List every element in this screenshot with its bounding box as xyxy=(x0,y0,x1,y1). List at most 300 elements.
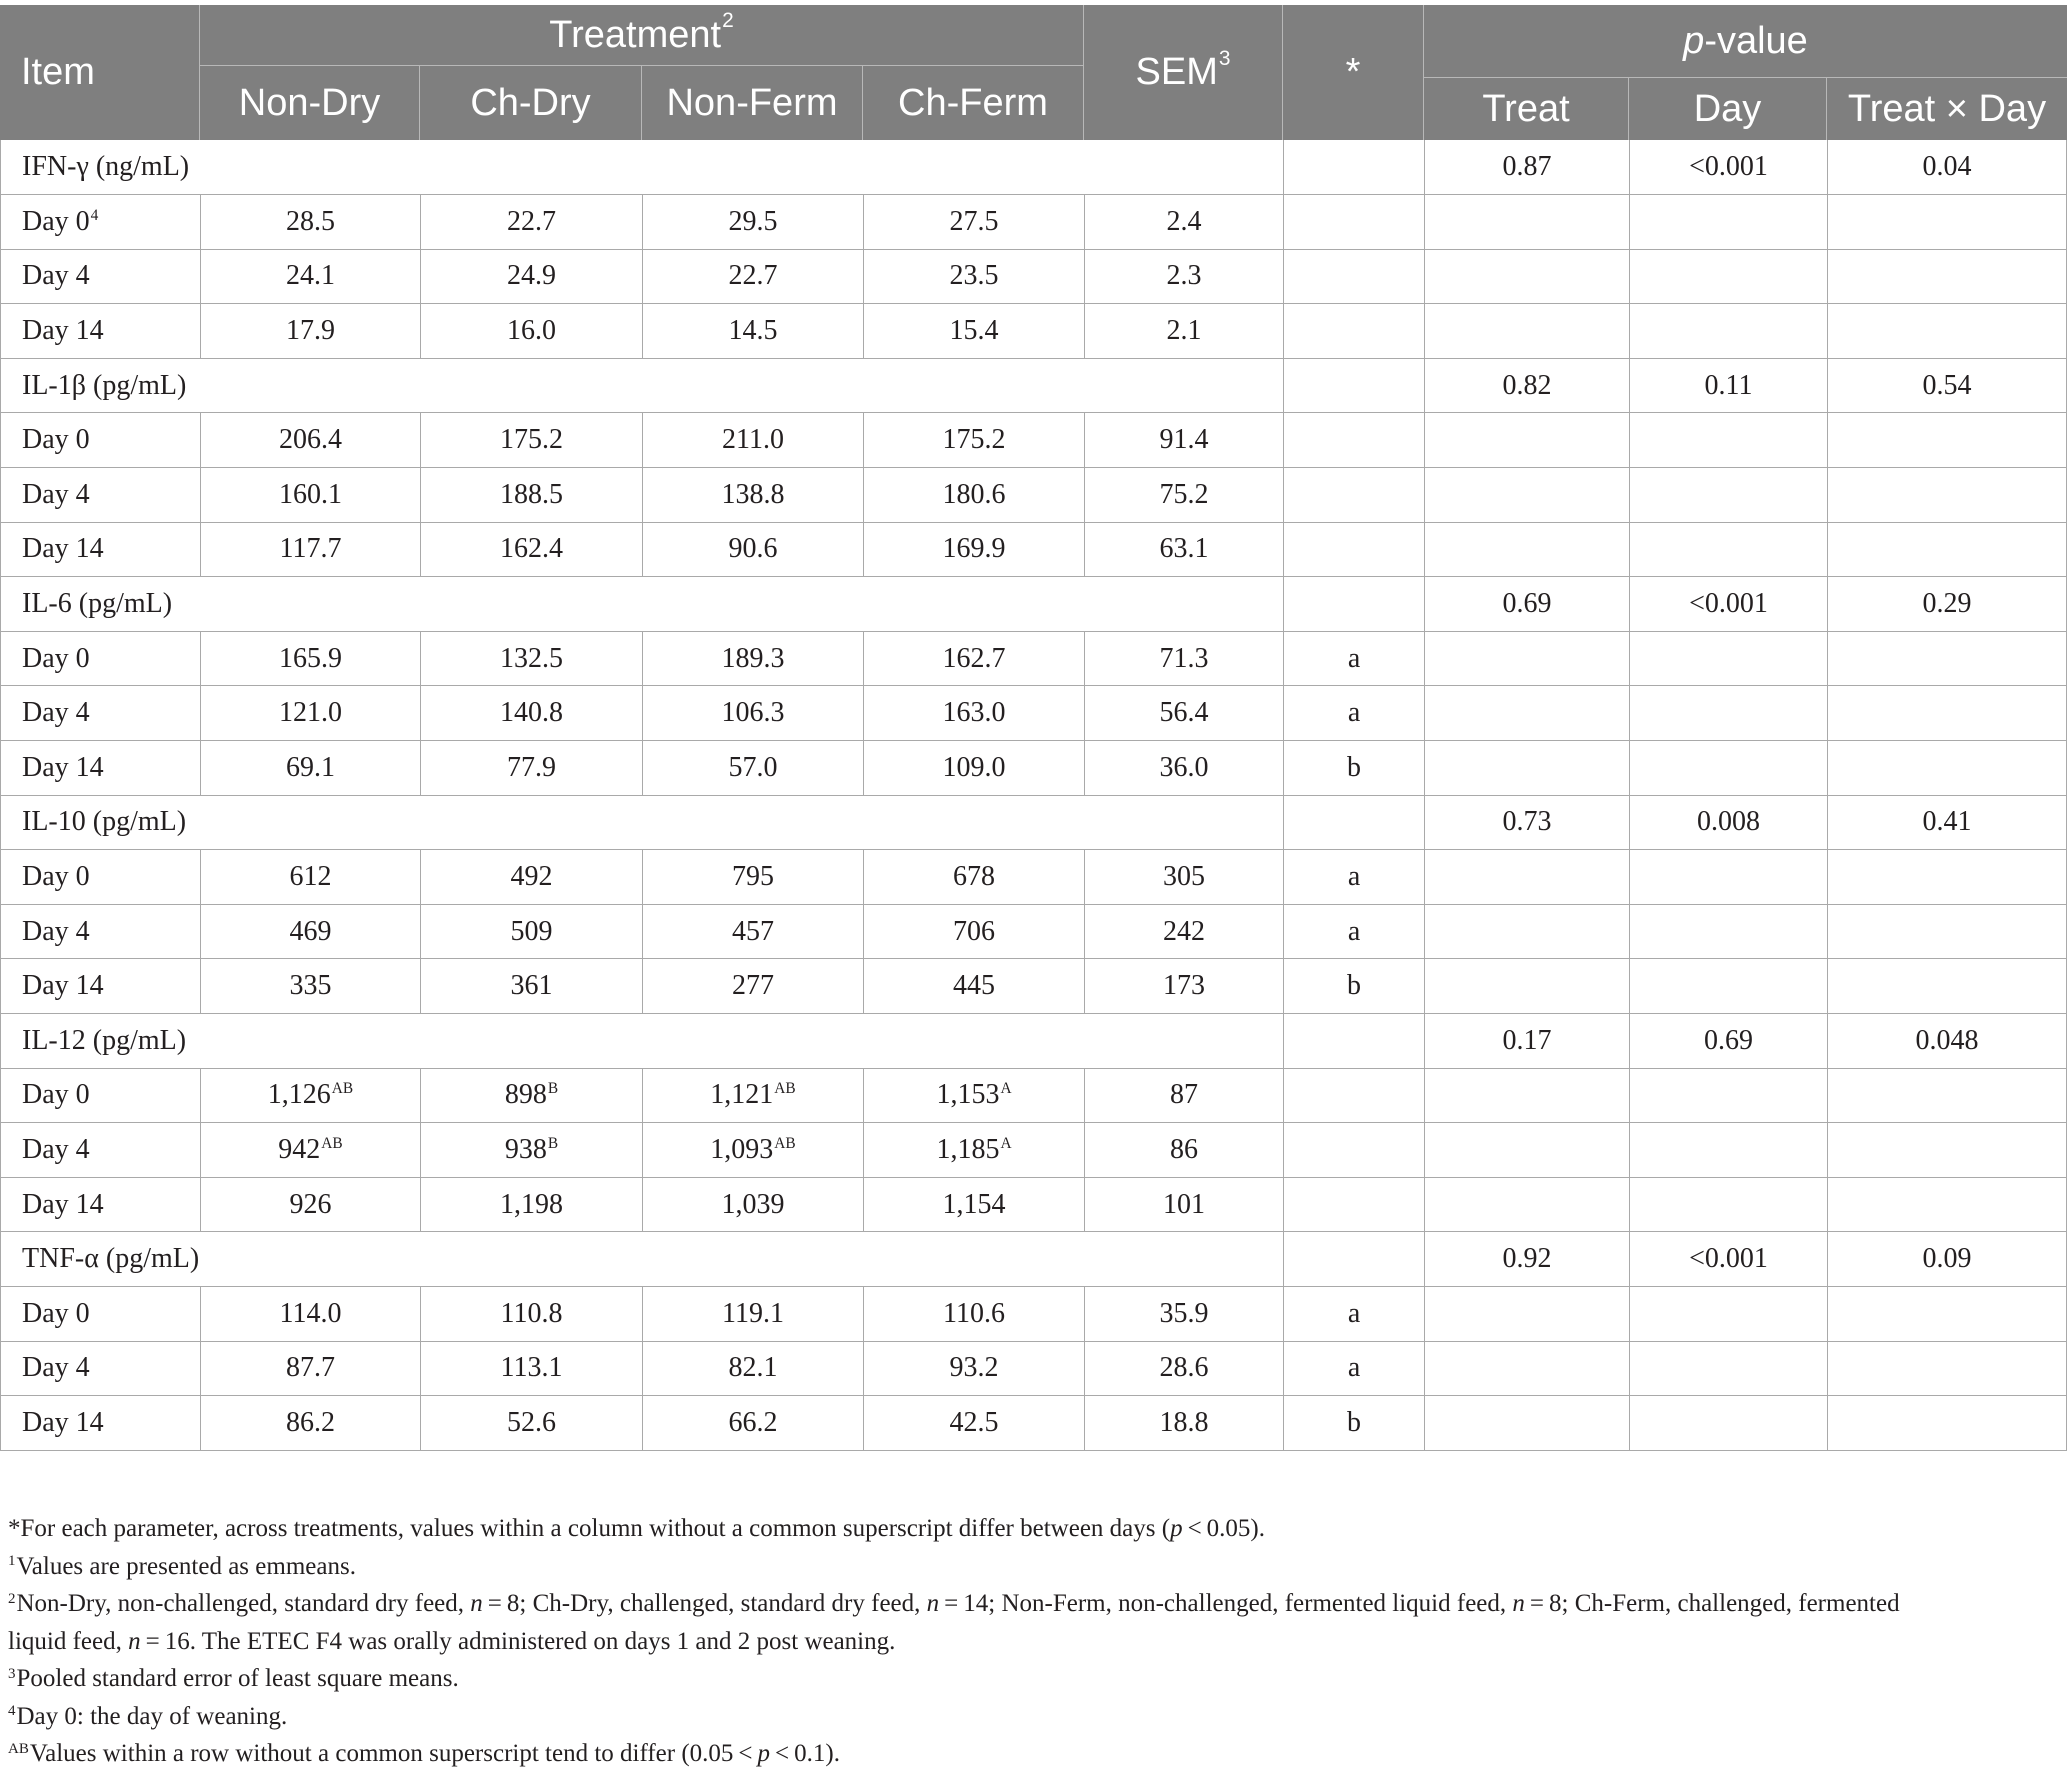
ch-ferm-value: 163.0 xyxy=(942,697,1006,729)
parameter-row xyxy=(1,358,2067,413)
non-ferm-value-cell xyxy=(643,959,864,1014)
sem-value: 173 xyxy=(1085,959,1284,1014)
ch-ferm-value: 23.5 xyxy=(949,260,999,292)
sem-value: 36.0 xyxy=(1085,741,1284,796)
ch-dry-value: 492 xyxy=(510,861,553,893)
footnote-text: < 0.05). xyxy=(1182,1515,1265,1542)
day-row xyxy=(1,959,2067,1014)
ch-ferm-value: 175.2 xyxy=(942,424,1006,456)
day-label: Day 14 xyxy=(22,1406,104,1438)
non-dry-value: 87.7 xyxy=(286,1352,335,1384)
day-label-cell xyxy=(1,959,201,1014)
non-dry-value: 335 xyxy=(289,970,332,1002)
sem-column-header: SEM $^3$ xyxy=(1084,5,1283,140)
p-value-header-label: -value xyxy=(1704,19,1808,62)
sem-header-label: SEM xyxy=(1135,51,1218,93)
footnote-marker: 2 xyxy=(8,1590,16,1607)
non-dry-value-cell xyxy=(201,741,421,796)
day-row xyxy=(1,304,2067,359)
non-ferm-value-cell xyxy=(643,1068,864,1123)
day-label: Day 14 xyxy=(22,315,104,347)
non-dry-value-cell xyxy=(201,413,421,468)
day-label: Day 4 xyxy=(22,1133,90,1165)
non-dry-value: 28.5 xyxy=(286,205,335,237)
p-day-cell xyxy=(1630,959,1828,1014)
ch-dry-value: 24.9 xyxy=(507,260,556,292)
ch-dry-value: 162.4 xyxy=(500,533,563,565)
p-treat-cell xyxy=(1425,1177,1630,1232)
footnote-line xyxy=(8,1510,2058,1548)
ch-ferm-value: 162.7 xyxy=(942,642,1006,674)
non-ferm-value-cell xyxy=(643,631,864,686)
p-day-value: 0.69 xyxy=(1630,1014,1828,1069)
value-superscript: AB xyxy=(774,1080,796,1098)
non-dry-value: 1,126 xyxy=(267,1079,331,1111)
parameter-row xyxy=(1,140,2067,195)
day-row xyxy=(1,522,2067,577)
parameter-label: TNF-α (pg/mL) xyxy=(1,1232,1284,1287)
day-label-cell xyxy=(1,249,201,304)
day-label-cell xyxy=(1,904,201,959)
ch-ferm-value: 109.0 xyxy=(942,751,1006,783)
non-ferm-value-cell xyxy=(643,1177,864,1232)
footnote-text: < 0.1). xyxy=(770,1740,840,1767)
ch-ferm-value-cell xyxy=(864,741,1085,796)
day-label-cell xyxy=(1,631,201,686)
p-treat-cell xyxy=(1425,304,1630,359)
p-treat-cell xyxy=(1425,904,1630,959)
day-label: Day 0 xyxy=(22,1079,90,1111)
day-label: Day 0 xyxy=(22,424,90,456)
ch-ferm-value-cell xyxy=(864,1396,1085,1451)
p-value-italic-p: p xyxy=(1683,19,1705,62)
day-label: Day 4 xyxy=(22,260,90,292)
non-ferm-value-cell xyxy=(643,522,864,577)
non-ferm-value: 189.3 xyxy=(721,642,785,674)
day-row xyxy=(1,741,2067,796)
non-ferm-value-cell xyxy=(643,1123,864,1178)
footnote-text: = 8; Ch-Dry, challenged, standard dry feed, xyxy=(482,1590,927,1617)
p-treat-day-cell xyxy=(1828,959,2067,1014)
day-label-footnote-marker: 4 xyxy=(90,206,99,224)
p-day-cell xyxy=(1630,249,1828,304)
ch-dry-value-cell xyxy=(421,741,643,796)
ch-dry-value-cell xyxy=(421,1068,643,1123)
footnote-text: Pooled standard error of least square means. xyxy=(16,1665,459,1692)
day-label-cell xyxy=(1,1068,201,1123)
footnote-text: Values are presented as emmeans. xyxy=(16,1552,356,1580)
footnote-line xyxy=(8,1735,2058,1773)
p-treat-day-cell xyxy=(1828,195,2067,250)
ch-dry-value-cell xyxy=(421,850,643,905)
p-treat-value: 0.87 xyxy=(1425,140,1630,195)
ch-ferm-value-cell xyxy=(864,631,1085,686)
non-dry-value: 17.9 xyxy=(286,315,335,347)
p-treat-day-cell xyxy=(1828,1396,2067,1451)
day-difference-column-header xyxy=(1283,5,1424,140)
p-treat-cell xyxy=(1425,1068,1630,1123)
day-label: Day 0 xyxy=(22,642,90,674)
day-label: Day 4 xyxy=(22,1352,90,1384)
ch-ferm-value-cell xyxy=(864,1177,1085,1232)
p-treat-day-cell xyxy=(1828,1286,2067,1341)
footnote-text: Non-Dry, non-challenged, standard dry feed, xyxy=(16,1590,471,1617)
p-treat-day-cell xyxy=(1828,413,2067,468)
day-difference-letter: a xyxy=(1284,904,1425,959)
p-treat-cell xyxy=(1425,850,1630,905)
p-treat-day-value: 0.41 xyxy=(1828,795,2067,850)
sem-value: 28.6 xyxy=(1085,1341,1284,1396)
p-treat-cell xyxy=(1425,1123,1630,1178)
day-row xyxy=(1,1123,2067,1178)
sem-value: 305 xyxy=(1085,850,1284,905)
p-treat-cell xyxy=(1425,741,1630,796)
day-difference-letter xyxy=(1284,1177,1425,1232)
footnote-text: Day 0: the day of weaning. xyxy=(16,1702,288,1730)
non-ferm-value-cell xyxy=(643,904,864,959)
day-difference-letter xyxy=(1284,304,1425,359)
ch-ferm-value-cell xyxy=(864,850,1085,905)
ch-ferm-value-cell xyxy=(864,413,1085,468)
non-dry-value-cell xyxy=(201,1341,421,1396)
day-difference-letter: b xyxy=(1284,1396,1425,1451)
p-treat-cell xyxy=(1425,195,1630,250)
p-treat-day-cell xyxy=(1828,304,2067,359)
day-difference-cell xyxy=(1284,358,1425,413)
sem-value: 63.1 xyxy=(1085,522,1284,577)
day-difference-letter: a xyxy=(1284,1341,1425,1396)
p-treat-day-cell xyxy=(1828,904,2067,959)
ch-ferm-value: 110.6 xyxy=(943,1297,1005,1329)
treatment-header-label: Treatment xyxy=(549,13,722,56)
footnote-line xyxy=(8,1585,2058,1623)
day-difference-cell xyxy=(1284,1014,1425,1069)
p-day-value: 0.11 xyxy=(1630,358,1828,413)
day-difference-cell xyxy=(1284,1232,1425,1287)
p-day-cell xyxy=(1630,741,1828,796)
ch-dry-value: 110.8 xyxy=(500,1297,563,1329)
footnote-marker: 3 xyxy=(8,1665,16,1682)
non-ferm-value-cell xyxy=(643,304,864,359)
non-dry-value: 160.1 xyxy=(279,478,342,510)
ch-dry-value-cell xyxy=(421,1396,643,1451)
day-label: Day 0 xyxy=(22,205,90,237)
non-dry-value: 114.0 xyxy=(279,1297,342,1329)
ch-dry-value-cell xyxy=(421,468,643,523)
day-label: Day 4 xyxy=(22,915,90,947)
p-day-cell xyxy=(1630,904,1828,959)
day-row xyxy=(1,1068,2067,1123)
p-treat-day-cell xyxy=(1828,1068,2067,1123)
ch-dry-value-cell xyxy=(421,304,643,359)
asterisk-header-label: * xyxy=(1345,51,1361,93)
sem-value: 35.9 xyxy=(1085,1286,1284,1341)
p-treat-cell xyxy=(1425,522,1630,577)
ch-dry-value: 898 xyxy=(504,1079,547,1111)
non-ferm-value-cell xyxy=(643,195,864,250)
ch-dry-value: 188.5 xyxy=(500,478,563,510)
non-dry-value: 117.7 xyxy=(279,533,342,565)
day-difference-letter: a xyxy=(1284,631,1425,686)
non-ferm-value-cell xyxy=(643,249,864,304)
non-dry-column-header xyxy=(200,66,420,140)
sem-value: 86 xyxy=(1085,1123,1284,1178)
non-ferm-value-cell xyxy=(643,1286,864,1341)
p-treat-column-header xyxy=(1424,78,1629,140)
ch-dry-value-cell xyxy=(421,1123,643,1178)
day-row xyxy=(1,249,2067,304)
p-treat-day-cell xyxy=(1828,522,2067,577)
non-dry-value: 206.4 xyxy=(279,424,342,456)
day-difference-letter: b xyxy=(1284,741,1425,796)
non-ferm-value-cell xyxy=(643,1396,864,1451)
p-day-column-header xyxy=(1629,78,1827,140)
day-label-cell xyxy=(1,741,201,796)
parameter-label: IL-10 (pg/mL) xyxy=(1,795,1284,850)
ch-dry-value: 1,198 xyxy=(500,1188,563,1220)
non-ferm-value: 66.2 xyxy=(728,1406,778,1438)
p-value-group-header xyxy=(1424,5,2067,78)
day-row xyxy=(1,631,2067,686)
ch-ferm-value-cell xyxy=(864,1123,1085,1178)
p-day-cell xyxy=(1630,413,1828,468)
ch-ferm-value: 1,185 xyxy=(936,1133,1000,1165)
non-ferm-value: 138.8 xyxy=(721,478,785,510)
non-dry-value-cell xyxy=(201,959,421,1014)
ch-ferm-value: 706 xyxy=(953,915,995,947)
non-dry-value-cell xyxy=(201,249,421,304)
non-ferm-value: 29.5 xyxy=(728,205,778,237)
p-day-cell xyxy=(1630,522,1828,577)
day-difference-letter: a xyxy=(1284,1286,1425,1341)
p-day-cell xyxy=(1630,1396,1828,1451)
ch-ferm-value: 678 xyxy=(953,861,995,893)
day-label-cell xyxy=(1,850,201,905)
p-day-header-label: Day xyxy=(1693,87,1762,130)
day-difference-cell xyxy=(1284,795,1425,850)
p-treat-day-value: 0.09 xyxy=(1828,1232,2067,1287)
non-ferm-value: 14.5 xyxy=(728,315,778,347)
day-difference-letter xyxy=(1284,522,1425,577)
ch-dry-value-cell xyxy=(421,904,643,959)
value-superscript: AB xyxy=(774,1134,796,1152)
p-treat-day-value: 0.54 xyxy=(1828,358,2067,413)
ch-ferm-value-cell xyxy=(864,1286,1085,1341)
non-ferm-value: 1,093 xyxy=(710,1133,774,1165)
day-label-cell xyxy=(1,522,201,577)
ch-ferm-header-label: Ch-Ferm xyxy=(898,81,1048,124)
footnote-line xyxy=(8,1660,2058,1698)
non-dry-value-cell xyxy=(201,631,421,686)
table-body xyxy=(1,140,2067,1450)
day-row xyxy=(1,686,2067,741)
non-ferm-value: 211.0 xyxy=(722,424,784,456)
value-superscript: AB xyxy=(321,1134,343,1152)
p-treat-cell xyxy=(1425,249,1630,304)
p-treat-day-cell xyxy=(1828,468,2067,523)
footnote-text: Values within a row without a common superscript tend to differ (0.05 < xyxy=(29,1740,758,1767)
p-treat-day-cell xyxy=(1828,741,2067,796)
non-ferm-column-header xyxy=(642,66,863,140)
ch-dry-value: 140.8 xyxy=(500,697,563,729)
ch-dry-value: 77.9 xyxy=(507,751,556,783)
footnote-text: = 8; Ch-Ferm, challenged, fermented xyxy=(1524,1590,1900,1617)
non-ferm-value-cell xyxy=(643,468,864,523)
parameter-label: IL-1β (pg/mL) xyxy=(1,358,1284,413)
non-dry-value: 926 xyxy=(289,1188,332,1220)
p-treat-day-cell xyxy=(1828,686,2067,741)
sem-value: 75.2 xyxy=(1085,468,1284,523)
parameter-label: IL-12 (pg/mL) xyxy=(1,1014,1284,1069)
day-label-cell xyxy=(1,686,201,741)
p-treat-day-column-header xyxy=(1827,78,2067,140)
non-ferm-value: 106.3 xyxy=(721,697,785,729)
day-difference-letter: a xyxy=(1284,686,1425,741)
day-difference-letter: b xyxy=(1284,959,1425,1014)
p-treat-value: 0.17 xyxy=(1425,1014,1630,1069)
non-dry-value: 942 xyxy=(278,1133,321,1165)
ch-dry-value: 938 xyxy=(504,1133,547,1165)
day-row xyxy=(1,1286,2067,1341)
sem-value: 56.4 xyxy=(1085,686,1284,741)
ch-dry-value-cell xyxy=(421,631,643,686)
ch-ferm-value: 42.5 xyxy=(949,1406,999,1438)
non-dry-value: 612 xyxy=(289,861,332,893)
ch-dry-value-cell xyxy=(421,1177,643,1232)
cytokine-table xyxy=(0,140,2067,1451)
footnote-italic-symbol: n xyxy=(470,1590,483,1617)
day-row xyxy=(1,413,2067,468)
p-day-cell xyxy=(1630,468,1828,523)
footnote-italic-symbol: n xyxy=(1512,1590,1525,1617)
ch-dry-header-label: Ch-Dry xyxy=(470,81,591,124)
p-treat-day-header-label: Treat × Day xyxy=(1847,87,2047,130)
ch-dry-value-cell xyxy=(421,249,643,304)
day-label-cell xyxy=(1,468,201,523)
non-ferm-value: 457 xyxy=(732,915,774,947)
sem-value: 242 xyxy=(1085,904,1284,959)
p-day-cell xyxy=(1630,1123,1828,1178)
non-ferm-value-cell xyxy=(643,741,864,796)
sem-value: 91.4 xyxy=(1085,413,1284,468)
p-treat-day-cell xyxy=(1828,249,2067,304)
day-difference-letter xyxy=(1284,468,1425,523)
footnote-marker: AB xyxy=(8,1740,29,1757)
p-treat-header-label: Treat xyxy=(1482,87,1570,130)
ch-dry-value: 361 xyxy=(510,970,553,1002)
p-treat-day-cell xyxy=(1828,850,2067,905)
day-row xyxy=(1,1396,2067,1451)
footnote-line xyxy=(8,1698,2058,1736)
p-treat-value: 0.73 xyxy=(1425,795,1630,850)
non-ferm-value: 119.1 xyxy=(722,1297,784,1329)
parameter-row xyxy=(1,1232,2067,1287)
p-day-value: <0.001 xyxy=(1630,140,1828,195)
ch-ferm-value-cell xyxy=(864,1341,1085,1396)
non-ferm-value-cell xyxy=(643,413,864,468)
non-dry-value: 469 xyxy=(289,915,332,947)
ch-ferm-value: 27.5 xyxy=(949,205,999,237)
p-day-cell xyxy=(1630,1068,1828,1123)
ch-ferm-value: 1,153 xyxy=(936,1079,1000,1111)
parameter-row xyxy=(1,795,2067,850)
non-dry-value-cell xyxy=(201,1396,421,1451)
non-ferm-value-cell xyxy=(643,1341,864,1396)
footnote-line xyxy=(8,1548,2058,1586)
p-day-cell xyxy=(1630,304,1828,359)
day-label-cell xyxy=(1,304,201,359)
day-difference-letter xyxy=(1284,1123,1425,1178)
non-dry-value-cell xyxy=(201,1177,421,1232)
p-treat-cell xyxy=(1425,1341,1630,1396)
ch-ferm-value-cell xyxy=(864,304,1085,359)
non-ferm-value: 82.1 xyxy=(728,1352,778,1384)
non-ferm-value-cell xyxy=(643,850,864,905)
table-header xyxy=(0,5,2067,140)
sem-value: 2.4 xyxy=(1085,195,1284,250)
day-label: Day 14 xyxy=(22,970,104,1002)
footnote-italic-symbol: p xyxy=(757,1740,771,1767)
p-treat-cell xyxy=(1425,959,1630,1014)
day-label-cell xyxy=(1,413,201,468)
value-superscript: B xyxy=(547,1134,559,1152)
ch-ferm-value: 169.9 xyxy=(942,533,1006,565)
day-label: Day 14 xyxy=(22,1188,104,1220)
parameter-row xyxy=(1,1014,2067,1069)
p-treat-cell xyxy=(1425,686,1630,741)
p-treat-value: 0.82 xyxy=(1425,358,1630,413)
day-label: Day 0 xyxy=(22,1297,90,1329)
p-treat-cell xyxy=(1425,631,1630,686)
p-treat-day-cell xyxy=(1828,1123,2067,1178)
non-dry-value-cell xyxy=(201,850,421,905)
item-column-header xyxy=(0,5,200,140)
non-dry-value-cell xyxy=(201,904,421,959)
day-row xyxy=(1,1341,2067,1396)
day-label: Day 4 xyxy=(22,697,90,729)
non-ferm-value: 795 xyxy=(732,861,774,893)
non-ferm-value: 90.6 xyxy=(728,533,778,565)
non-ferm-value: 57.0 xyxy=(728,751,778,783)
p-treat-day-value: 0.048 xyxy=(1828,1014,2067,1069)
p-treat-cell xyxy=(1425,1396,1630,1451)
p-treat-cell xyxy=(1425,468,1630,523)
day-difference-cell xyxy=(1284,577,1425,632)
footnote-text: *For each parameter, across treatments, values within a column without a common superscript differ between days ( xyxy=(8,1515,1171,1542)
day-row xyxy=(1,850,2067,905)
p-day-cell xyxy=(1630,686,1828,741)
footnote-marker: 1 xyxy=(8,1553,16,1570)
non-dry-value: 24.1 xyxy=(286,260,335,292)
non-dry-header-label: Non-Dry xyxy=(238,81,381,124)
footnote-italic-symbol: n xyxy=(926,1590,940,1617)
ch-dry-value: 22.7 xyxy=(507,205,556,237)
non-dry-value: 69.1 xyxy=(286,751,335,783)
ch-dry-value: 52.6 xyxy=(507,1406,556,1438)
day-row xyxy=(1,1177,2067,1232)
treatment-group-header: Treatment $^2$ xyxy=(200,5,1084,66)
non-dry-value-cell xyxy=(201,522,421,577)
sem-value: 71.3 xyxy=(1085,631,1284,686)
value-superscript: B xyxy=(547,1080,559,1098)
ch-dry-value: 113.1 xyxy=(500,1352,563,1384)
non-dry-value-cell xyxy=(201,1286,421,1341)
footnote-text: = 14; Non-Ferm, non-challenged, fermented liquid feed, xyxy=(939,1590,1513,1617)
day-difference-letter xyxy=(1284,249,1425,304)
p-day-cell xyxy=(1630,850,1828,905)
item-header-label: Item xyxy=(21,51,95,93)
sem-value: 2.3 xyxy=(1085,249,1284,304)
